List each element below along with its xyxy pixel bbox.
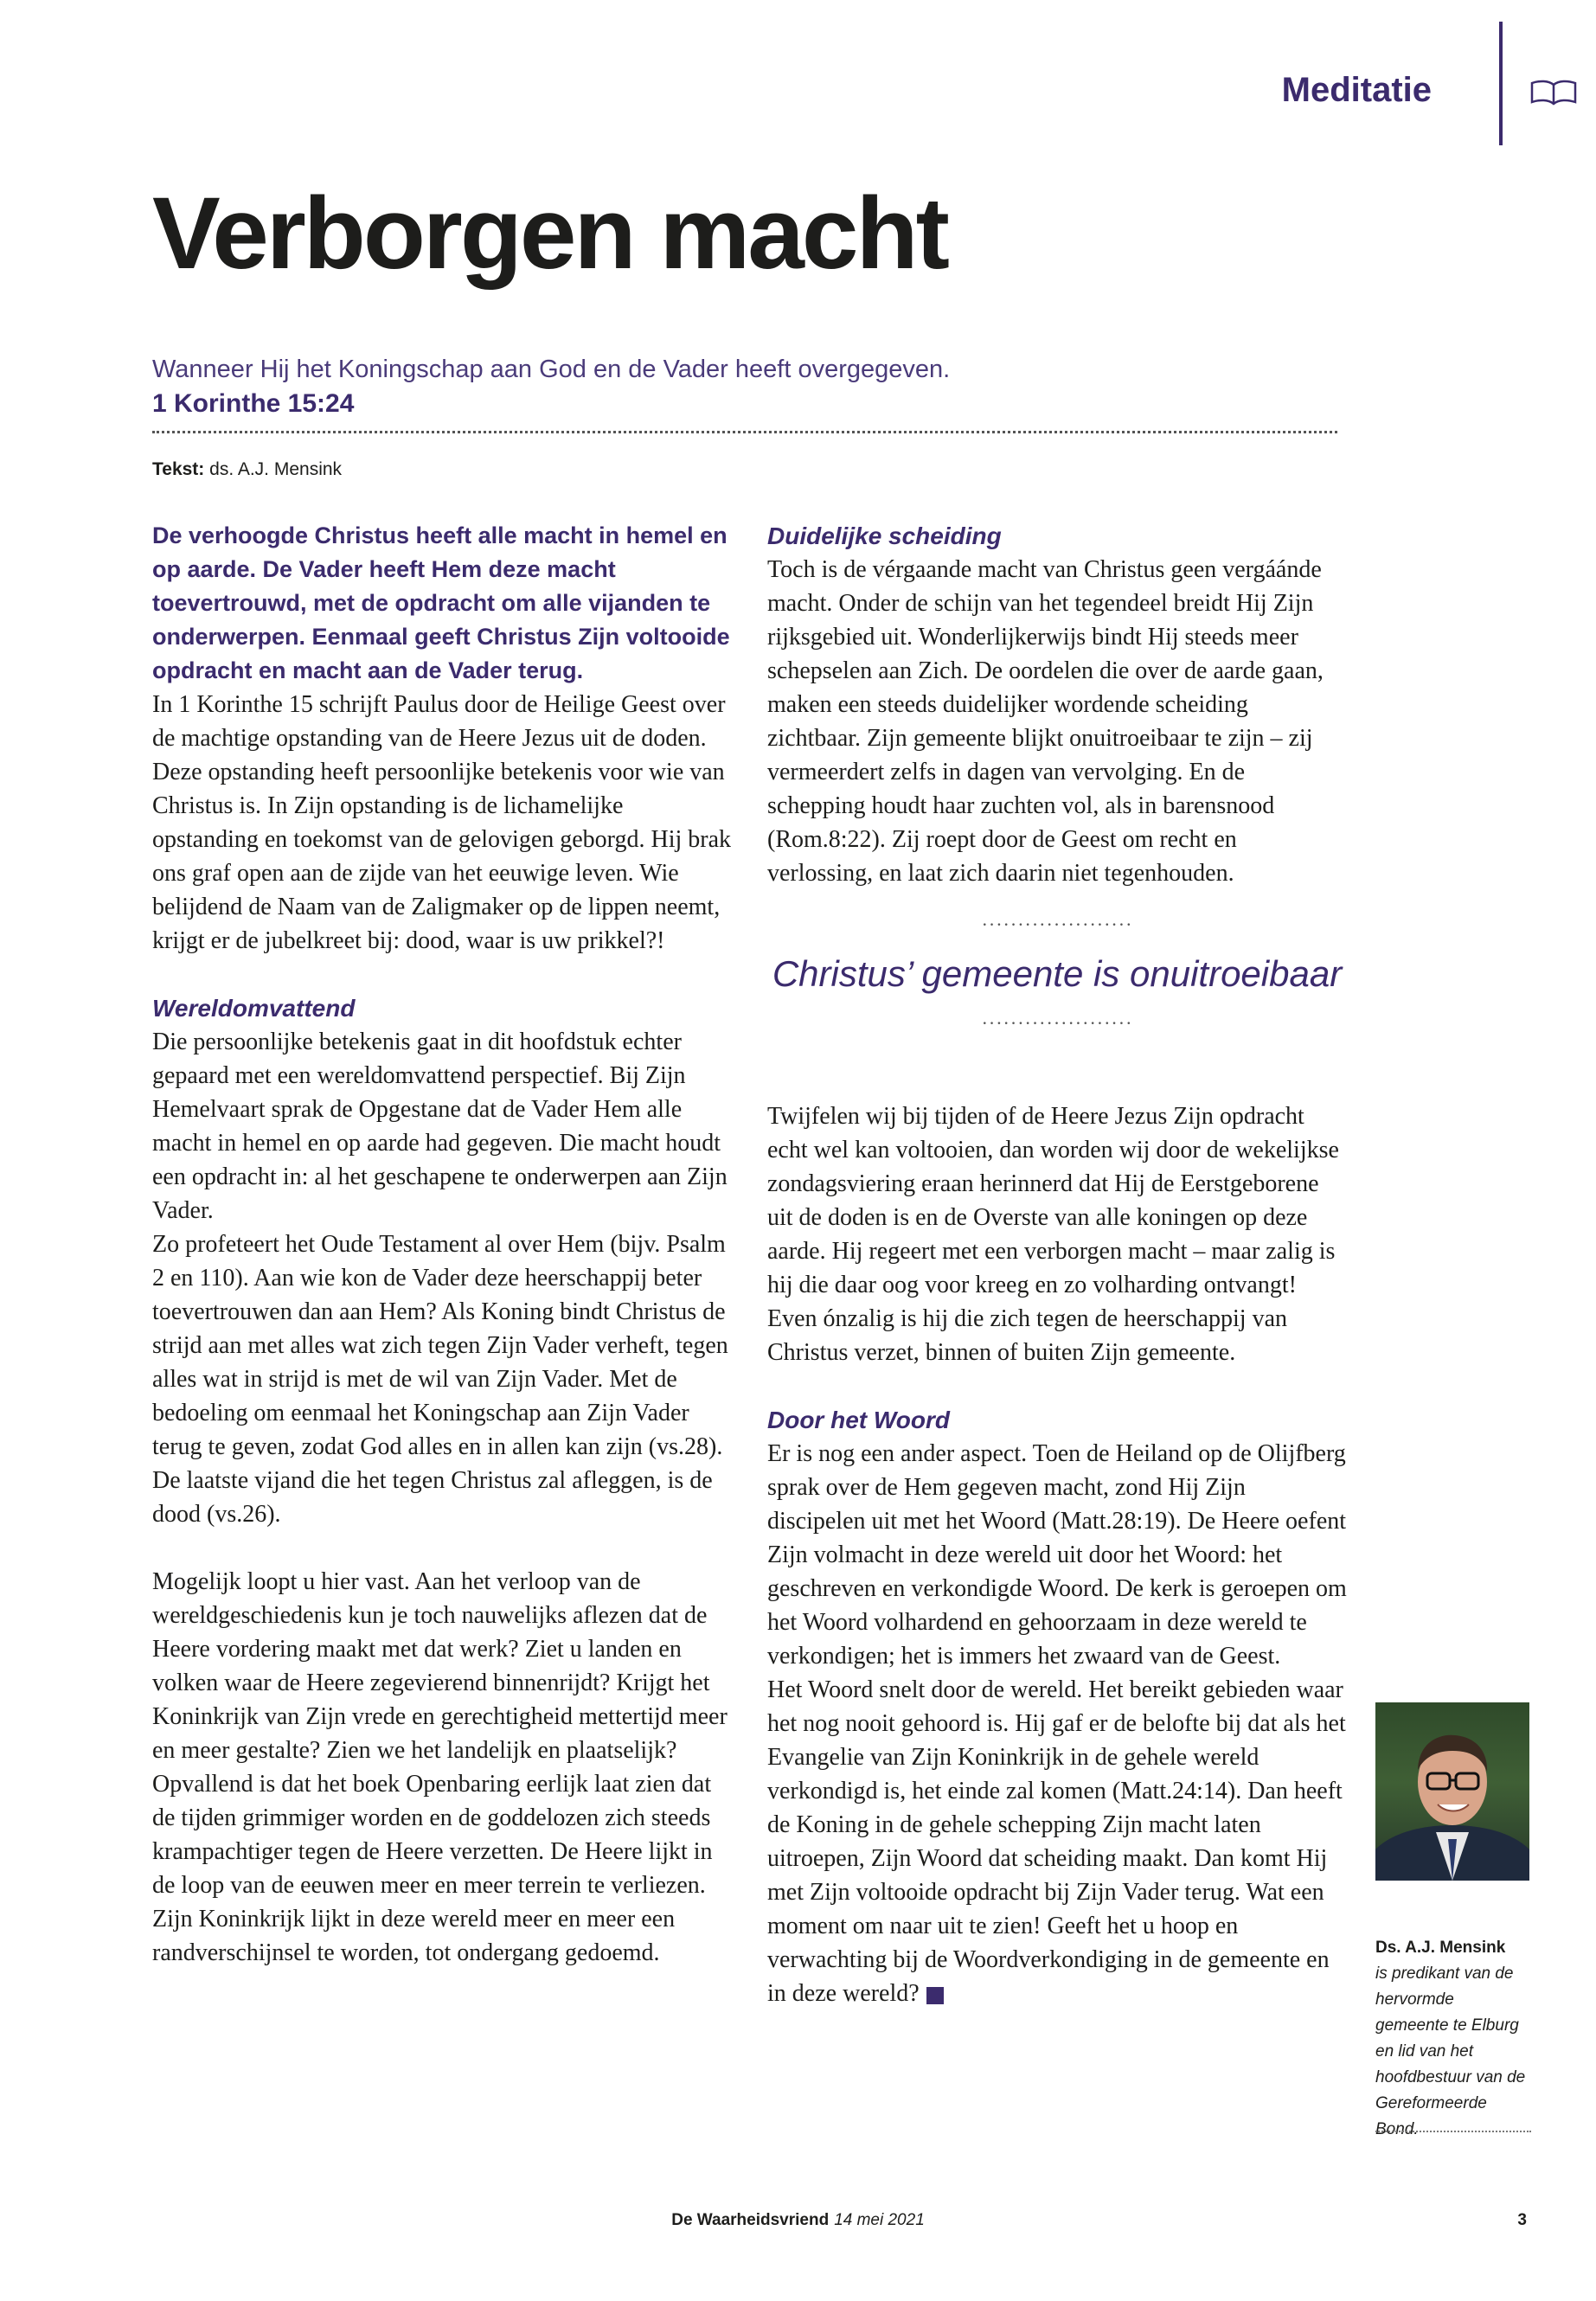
pull-quote-divider: ····················· <box>981 1012 1133 1034</box>
footer-publication <box>0 2211 1596 2230</box>
author-name: ds. A.J. Mensink <box>209 459 343 479</box>
paragraph: Mogelijk loopt u hier vast. Aan het verloop van de wereldgeschiedenis kun je toch nauwelijks aflezen dat de Heere vordering maakt met dat werk? Ziet u landen en volken waar de Heere zegevierend binnenrijdt? Krijgt het Koninkrijk van Zijn vrede en gerechtigheid mettertijd meer en meer gestalte? Zien we het landelijk en plaatselijk? Opvallend is dat het boek Openbaring eerlijk laat zien dat de tijden grimmiger worden en de goddelozen zich steeds krampachtiger tegen de Heere verzetten. De Heere lijkt in de loop van de eeuwen meer en meer terrein te verliezen. Zijn Koninkrijk lijkt in deze wereld meer en meer een randverschijnsel te worden, tot ondergang gedoemd. <box>152 1568 727 1966</box>
paragraph: Zo profeteert het Oude Testament al over Hem (bijv. Psalm 2 en 110). Aan wie kon de Vader deze heerschappij beter toevertrouwen dan aan Hem? Als Koning bindt Christus de strijd aan met alles wat zich tegen Zijn Vader verheft, tegen alles wat in strijd is met de wil van Zijn Vader. Met de bedoeling om eenmaal het Koningschap aan Zijn Vader terug te geven, zodat God alles en in allen kan zijn (vs.28). De laatste vijand die het tegen Christus zal afleggen, is de dood (vs.26). <box>152 1231 728 1528</box>
author-label: Tekst: <box>152 459 205 479</box>
author-credit <box>152 459 342 480</box>
subheading: Duidelijke scheiding <box>767 522 1002 549</box>
paragraph: Die persoonlijke betekenis gaat in dit hoofdstuk echter gepaard met een wereldomvattend perspectief. Bij Zijn Hemelvaart sprak de Opgestane dat de Vader Hem alle macht in hemel en op aarde had gegeven. Die macht houdt een opdracht in: al het geschapene te onderwerpen aan Zijn Vader. <box>152 1029 727 1224</box>
paragraph <box>767 1673 1347 2010</box>
page-title: Verborgen macht <box>152 176 947 291</box>
subheading: Door het Woord <box>767 1407 951 1433</box>
paragraph-text: Het Woord snelt door de wereld. Het bereikt gebieden waar het nog nooit gehoord is. Hij gaf er de belofte bij dat als het Evangelie van Zijn Koninkrijk in de gehele wereld verkondigd is, het einde zal komen (Matt.24:14). Dan heeft de Koning in de gehele schepping Zijn macht laten uitroepen, Zijn Woord dat scheiding maakt. Dan komt Hij met Zijn voltooide opdracht bij Zijn Vader terug. Wat een moment om naar uit te zien! Geeft het u hoop en verwachting bij de Woordverkondiging in de gemeente en in deze wereld? <box>767 1676 1346 2007</box>
author-bio-name: Ds. A.J. Mensink <box>1375 1939 1506 1957</box>
paragraph: Toch is de vérgaande macht van Christus geen vergáánde macht. Onder de schijn van het tegendeel breidt Hij Zijn rijksgebied uit. Wonderlijkerwijs bindt Hij steeds meer schepselen aan Zich. De oordelen die over de aarde gaan, maken een steeds duidelijker wordende scheiding zichtbaar. Zijn gemeente blijkt onuitroeibaar te zijn – zij vermeerdert zelfs in dagen van vervolging. En de schepping houdt haar zuchten vol, als in barensnood (Rom.8:22). Zij roept door de Geest om recht en verlossing, en laat zich daarin niet tegenhouden. <box>767 556 1324 887</box>
end-mark-icon <box>926 1987 944 2004</box>
section-label: Meditatie <box>1281 71 1432 109</box>
article-column-right <box>767 519 1347 2010</box>
dotted-divider <box>152 431 1337 433</box>
dotted-divider <box>1375 2131 1531 2132</box>
paragraph: Twijfelen wij bij tijden of de Heere Jezus Zijn opdracht echt wel kan voltooien, dan worden wij door de wekelijkse zondagsviering eraan herinnerd dat Hij de Eerstgeborene uit de doden is en de Overste van alle koningen op deze aarde. Hij regeert met een verborgen macht – maar zalig is hij die daar oog voor kreeg en zo volharding ontvangt! Even ónzalig is hij die zich tegen de heerschappij van Christus verzet, binnen of buiten Zijn gemeente. <box>767 1103 1339 1366</box>
publication-date: 14 mei 2021 <box>834 2211 925 2229</box>
pull-quote-text: Christus’ gemeente is onuitroeibaar <box>772 953 1343 994</box>
author-photo <box>1375 1702 1529 1881</box>
publication-name: De Waarheidsvriend <box>671 2211 830 2229</box>
article-intro: De verhoogde Christus heeft alle macht in hemel en op aarde. De Vader heeft Hem deze macht toevertrouwd, met de opdracht om alle vijanden te onderwerpen. Eenmaal geeft Christus Zijn voltooide opdracht en macht aan de Vader terug. <box>152 522 730 683</box>
subheading: Wereldomvattend <box>152 995 356 1022</box>
verse-text: Wanneer Hij het Koningschap aan God en de Vader heeft overgegeven. <box>152 356 951 383</box>
paragraph: In 1 Korinthe 15 schrijft Paulus door de Heilige Geest over de machtige opstanding van de Heere Jezus uit de doden. Deze opstanding heeft persoonlijke betekenis voor wie van Christus is. In Zijn opstanding is de lichamelijke opstanding en toekomst van de gelovigen geborgd. Hij brak ons graf open aan de zijde van het eeuwige leven. Wie belijdend de Naam van de Zaligmaker op de lippen neemt, krijgt er de jubelkreet bij: dood, waar is uw prikkel?! <box>152 691 732 954</box>
paragraph: Er is nog een ander aspect. Toen de Heiland op de Olijfberg sprak over de Hem gegeven macht, zond Hij Zijn discipelen uit met het Woord (Matt.28:19). De Heere oefent Zijn volmacht in deze wereld uit door het Woord: het geschreven en verkondigde Woord. De kerk is geroepen om het Woord volhardend en gehoorzaam in deze wereld te verkondigen; het is immers het zwaard van de Geest. <box>767 1440 1347 1670</box>
open-book-icon <box>1529 78 1578 107</box>
pull-quote <box>767 913 1347 1034</box>
page-number: 3 <box>1517 2211 1527 2229</box>
verse-reference: 1 Korinthe 15:24 <box>152 389 355 418</box>
article-column-left <box>152 519 732 1970</box>
author-bio <box>1375 1935 1531 2143</box>
pull-quote-divider: ····················· <box>981 913 1133 935</box>
scripture-verse <box>152 352 1337 421</box>
section-divider <box>1499 22 1503 145</box>
author-bio-text: is predikant van de hervormde gemeente te Elburg en lid van het hoofdbestuur van de Gereformeerde Bond. <box>1375 1965 1526 2138</box>
